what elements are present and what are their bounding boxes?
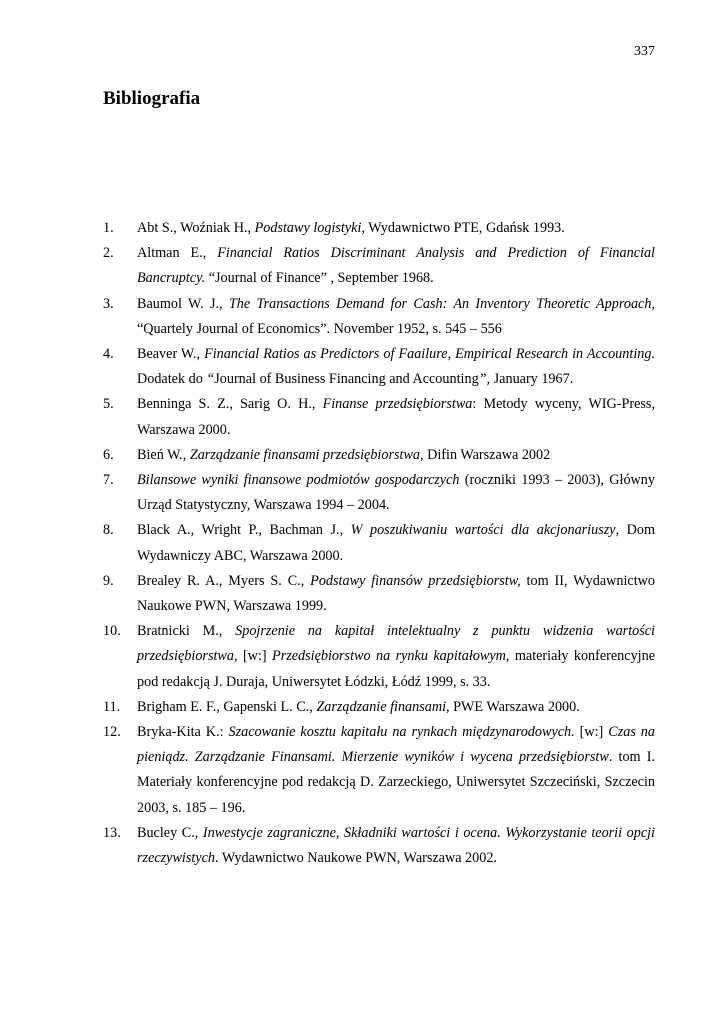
- entry-text-segment: . Wydawnictwo Naukowe PWN, Warszawa 2002.: [215, 850, 497, 867]
- bibliography-entry: [103, 720, 655, 821]
- entry-number: 3.: [103, 295, 114, 312]
- bibliography-entry: [103, 342, 655, 392]
- entry-text-segment: (roczniki 1993 – 2003), Główny Urząd Statystyczny, Warszawa 1994 – 2004.: [137, 472, 655, 514]
- entry-text-segment: , materiały konferencyjne pod redakcją J. Duraja, Uniwersytet Łódzki, Łódź 1999, s. 33.: [137, 648, 656, 690]
- entry-text-segment: January 1967.: [490, 371, 574, 388]
- entry-title-italic: Zarządzanie finansami: [316, 698, 447, 715]
- entry-text-segment: “Journal of Finance” , September 1968.: [205, 270, 434, 287]
- bibliography-entry: [103, 569, 655, 619]
- bibliography-entry: [103, 241, 655, 291]
- entry-number: 11.: [103, 698, 121, 715]
- entry-number: 2.: [103, 245, 114, 262]
- entry-text-segment: tom II, Wydawnictwo Naukowe PWN, Warszawa 1999.: [137, 572, 655, 615]
- entry-text-segment: , PWE Warszawa 2000.: [446, 698, 580, 715]
- entry-text-segment: : Metody wyceny, WIG-Press, Warszawa 2000.: [137, 396, 655, 438]
- entry-title-italic: Financial Ratios Discriminant Analysis and Prediction of Financial Bancruptcy.: [137, 245, 655, 287]
- entry-text: [137, 569, 655, 619]
- page-number: 337: [634, 44, 655, 59]
- entry-text-segment: Journal of Business Financing and Accounting: [214, 371, 479, 388]
- entry-text-segment: Black A., Wright P., Bachman J.,: [137, 522, 351, 539]
- entry-text: [137, 720, 655, 821]
- entry-text-segment: Baumol W. J.,: [137, 295, 229, 312]
- bibliography-entry: [103, 468, 655, 518]
- entry-text-segment: Bucley C.,: [137, 824, 203, 841]
- bibliography-entry: [103, 292, 655, 342]
- entry-title-italic: Finanse przedsiębiorstwa: [322, 396, 473, 413]
- entry-number: 5.: [103, 396, 114, 413]
- entry-number: 8.: [103, 522, 114, 539]
- entry-text: [137, 241, 655, 291]
- bibliography-entry: [103, 443, 655, 468]
- entry-title-italic: “: [206, 371, 215, 388]
- entry-text-segment: Bień W.,: [137, 446, 190, 463]
- entry-text-segment: Bryka-Kita K.:: [137, 724, 229, 741]
- entry-text: [137, 695, 655, 720]
- bibliography-entry: [103, 821, 655, 871]
- entry-number: 12.: [103, 724, 121, 741]
- entry-title-italic: Bilansowe wyniki finansowe podmiotów gospodarczych: [137, 472, 460, 489]
- entry-title-italic: W poszukiwaniu wartości dla akcjonariuszy: [350, 522, 616, 539]
- entry-number: 7.: [103, 472, 114, 489]
- entry-number: 4.: [103, 346, 114, 363]
- entry-title-italic: The Transactions Demand for Cash: An Inventory Theoretic Approach,: [228, 295, 655, 312]
- entry-text-segment: Brigham E. F., Gapenski L. C.,: [137, 698, 317, 715]
- entry-title-italic: Przedsiębiorstwo na rynku kapitałowym: [272, 648, 506, 665]
- entry-text: [137, 342, 655, 392]
- entry-text-segment: Benninga S. Z., Sarig O. H.,: [137, 396, 323, 413]
- entry-text: [137, 821, 655, 871]
- entry-text: [137, 468, 655, 518]
- entry-text-segment: Wydawnictwo PTE, Gdańsk 1993.: [364, 220, 565, 236]
- entry-number: 13.: [103, 824, 121, 841]
- bibliography-entry: [103, 392, 655, 442]
- entry-number: 1.: [103, 220, 114, 236]
- entry-text-segment: . tom I. Materiały konferencyjne pod redakcją D. Zarzeckiego, Uniwersytet Szczeciński, Szczecin 2003, s. 185 – 196.: [137, 749, 656, 816]
- entry-number: 10.: [103, 623, 121, 640]
- entry-title-italic: Spojrzenie na kapitał intelektualny z punktu widzenia wartości przedsiębiorstwa: [137, 623, 655, 665]
- bibliography-entry: [103, 216, 655, 241]
- entry-text: [137, 518, 655, 568]
- entry-text-segment: Abt S., Woźniak H.,: [137, 220, 255, 236]
- entry-title-italic: Czas na pieniądz. Zarządzanie Finansami. Mierzenie wyników i wycena przedsiębiorstw: [137, 724, 655, 766]
- entry-text-segment: , Dom Wydawniczy ABC, Warszawa 2000.: [137, 522, 655, 564]
- entry-text: [137, 216, 655, 241]
- bibliography-list: [103, 216, 655, 871]
- entry-text-segment: Dodatek do: [137, 371, 207, 388]
- entry-title-italic: ”,: [478, 371, 491, 388]
- entry-text-segment: Brealey R. A., Myers S. C.,: [137, 572, 311, 589]
- bibliography-entry: [103, 619, 655, 695]
- bibliography-entry: [103, 695, 655, 720]
- entry-title-italic: Szacowanie kosztu kapitału na rynkach międzynarodowych.: [228, 724, 575, 741]
- entry-text-segment: Bratnicki M.,: [137, 623, 236, 640]
- entry-text: [137, 619, 655, 695]
- entry-title-italic: Podstawy finansów przedsiębiorstw,: [310, 572, 521, 589]
- entry-title-italic: Inwestycje zagraniczne, Składniki wartości i ocena. Wykorzystanie teorii opcji rzeczywistych: [137, 824, 655, 867]
- entry-text: [137, 392, 655, 442]
- entry-text-segment: Altman E.,: [137, 245, 218, 262]
- entry-text-segment: “Quartely Journal of Economics”. November 1952, s. 545 – 556: [137, 320, 502, 337]
- entry-number: 6.: [103, 446, 114, 463]
- entry-number: 9.: [103, 572, 114, 589]
- entry-text-segment: [w:]: [574, 724, 609, 741]
- entry-title-italic: Zarządzanie finansami przedsiębiorstwa,: [189, 446, 424, 463]
- entry-text: [137, 443, 655, 468]
- bibliography-entry: [103, 518, 655, 568]
- entry-text-segment: , [w:]: [233, 648, 273, 665]
- page-title: Bibliografia: [103, 88, 201, 109]
- entry-text-segment: Beaver W.,: [137, 346, 205, 363]
- entry-text: [137, 292, 655, 342]
- entry-title-italic: Podstawy logistyki,: [254, 220, 365, 236]
- entry-text-segment: Difin Warszawa 2002: [423, 446, 551, 463]
- entry-title-italic: Financial Ratios as Predictors of Faailure, Empirical Research in Accounting.: [204, 346, 655, 363]
